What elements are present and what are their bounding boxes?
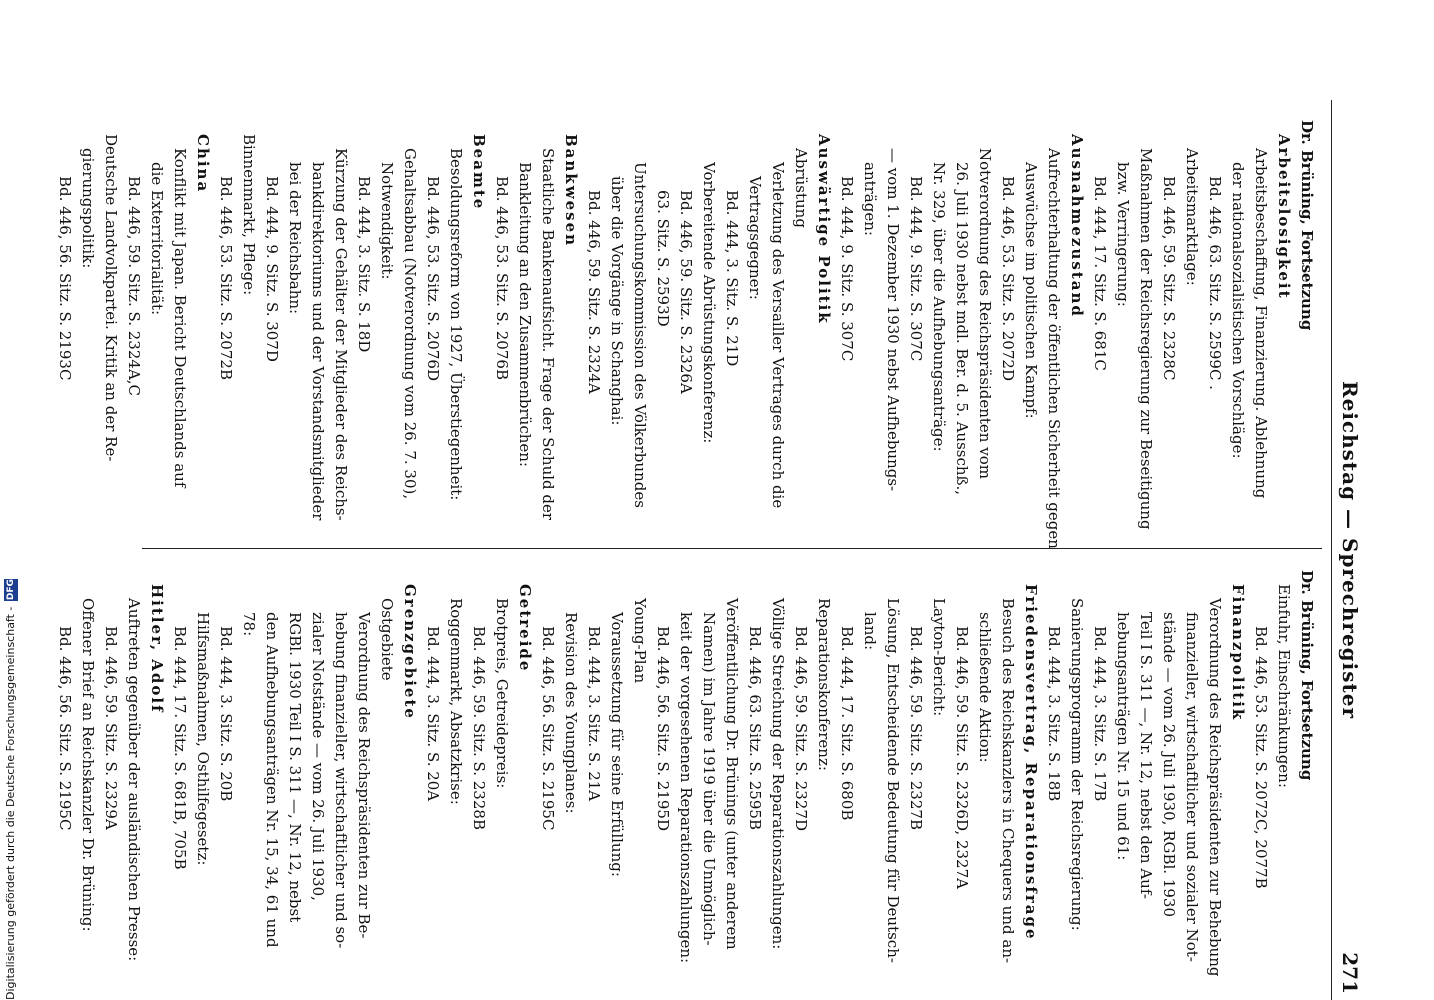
header-rule: [1331, 100, 1332, 1000]
index-entry: Bd. 444, 3. Sitz. S. 18D: [355, 176, 373, 353]
index-entry: Young-Plan: [631, 598, 649, 684]
index-entry: Hitler, Adolf: [148, 584, 166, 714]
index-entry: Bd. 446, 53. Sitz. S. 2072D: [999, 176, 1017, 381]
index-entry: — vom 1. Dezember 1930 nebst Aufhebungs-: [884, 148, 902, 492]
index-entry: Binnenmarkt, Pflege:: [240, 134, 258, 296]
index-entry: Bd. 446, 59. Sitz. S. 2326D, 2327A: [953, 626, 971, 889]
index-entry: Bd. 446, 59. Sitz. S. 2328B: [470, 626, 488, 830]
index-entry: Bd. 446, 59. Sitz. S. 2324A: [585, 190, 603, 394]
index-entry: Beamte: [470, 134, 488, 211]
index-entry: stände — vom 26. Juli 1930, RGBl. 1930: [1160, 612, 1178, 918]
index-entry: Auswärtige Politik: [815, 134, 833, 325]
index-entry: Vorbereitende Abrüstungskonferenz:: [700, 162, 718, 444]
index-entry: Arbeitsmarktlage:: [1183, 148, 1201, 286]
index-entry: Verordnung des Reichspräsidenten zur Be-: [355, 612, 373, 939]
index-entry: bankdirektoriums und der Vorstandsmitglieder: [309, 162, 327, 521]
index-entry: finanzieller, wirtschaftlicher und sozialer Not-: [1183, 612, 1201, 962]
index-entry: bei der Reichsbahn:: [286, 162, 304, 315]
index-entry: Bd. 444, 9. Sitz. S. 307C: [907, 176, 925, 362]
index-entry: Ausnahmezustand: [1068, 134, 1086, 318]
index-entry: Bd. 444, 17. Sitz. S. 681B, 705B: [171, 626, 189, 870]
index-entry: Bd. 446, 53. Sitz. S. 2076B: [493, 176, 511, 380]
index-entry: Bd. 444, 3. Sitz. S. 20A: [424, 626, 442, 802]
index-entry: Dr. Brüning, Fortsetzung: [1298, 570, 1316, 781]
index-entry: Bd. 446, 56. Sitz. S. 2193C: [56, 176, 74, 381]
rotated-page: [56, 100, 1370, 1000]
index-entry: Konflikt mit Japan. Bericht Deutschlands auf: [171, 148, 189, 488]
index-entry: der nationalsozialistischen Vorschläge:: [1229, 162, 1247, 459]
index-entry: Völlige Streichung der Reparationszahlungen:: [769, 598, 787, 950]
index-entry: Bd. 444, 17. Sitz. S. 680B: [838, 626, 856, 821]
index-entry: Bd. 446, 63. Sitz. S. 2595B: [746, 626, 764, 830]
index-entry: Notverordnung des Reichspräsidenten vom: [976, 148, 994, 479]
index-entry: 78:: [240, 612, 258, 637]
index-entry: Kürzung der Gehälter der Mitglieder des Reichs-: [332, 148, 350, 521]
index-entry: Offener Brief an Reichskanzler Dr. Brüning:: [79, 598, 97, 932]
page-title: Reichstag — Sprechregister: [1338, 380, 1362, 720]
index-entry: Voraussetzung für seine Erfüllung:: [608, 612, 626, 877]
index-entry: die Exterritorialität:: [148, 162, 166, 316]
index-entry: anträgen:: [861, 162, 879, 236]
index-entry: Brotpreis, Getreidepreis:: [493, 598, 511, 789]
index-entry: Bd. 446, 56. Sitz. S. 2195C: [56, 626, 74, 831]
index-entry: Teil I S. 311 —, Nr. 12, nebst den Auf-: [1137, 612, 1155, 899]
index-entry: Revision des Youngplanes:: [562, 612, 580, 814]
index-entry: Bd. 444, 3. Sitz. S. 20B: [217, 626, 235, 802]
index-entry: Ostgebiete: [378, 598, 396, 681]
index-entry: Finanzpolitik: [1229, 584, 1247, 722]
index-entry: Bd. 444, 3. Sitz. S. 21A: [585, 626, 603, 802]
index-entry: 63. Sitz. S. 2593D: [654, 190, 672, 327]
index-entry: Bd. 444, 9. Sitz. S. 307C: [838, 176, 856, 362]
index-entry: Namen) im Jahre 1919 über die Unmöglich-: [700, 612, 718, 946]
index-entry: Arbeitslosigkeit: [1275, 134, 1293, 300]
index-entry: keit der vorgesehenen Reparationszahlungen:: [677, 612, 695, 964]
index-entry: zialer Notstände — vom 26. Juli 1930,: [309, 612, 327, 901]
index-entry: Hilfsmaßnahmen, Osthilfegesetz:: [194, 612, 212, 866]
index-entry: Bd. 446, 53. Sitz. S. 2076D: [424, 176, 442, 381]
index-entry: Vertragsgegner:: [746, 176, 764, 300]
index-entry: Bd. 444, 17. Sitz. S. 681C: [1091, 176, 1109, 371]
right-column: [56, 570, 1318, 980]
index-entry: Bd. 444, 3. Sitz. S. 17B: [1091, 626, 1109, 802]
index-entry: Reparationskonferenz:: [815, 598, 833, 771]
footer-text: Digitalisierung gefördert durch die Deutsche Forschungsgemeinschaft -: [4, 606, 17, 1000]
index-entry: Bd. 446, 56. Sitz. S. 2195D: [654, 626, 672, 831]
index-entry: Bd. 446, 59. Sitz. S. 2329A: [102, 626, 120, 830]
page-header: [1330, 100, 1370, 1000]
index-entry: Lösung, Entscheidende Bedeutung für Deutsch-: [884, 598, 902, 963]
index-entry: Besoldungsreform von 1927, Überstiegenheit:: [447, 148, 465, 501]
index-entry: Veröffentlichung Dr. Brünings (unter anderem: [723, 598, 741, 950]
index-entry: Auswüchse im politischen Kampf:: [1022, 162, 1040, 419]
index-entry: gierungspolitik:: [79, 148, 97, 269]
index-entry: Getreide: [516, 584, 534, 673]
index-entry: Besuch des Reichskanzlers in Chequers und an-: [999, 598, 1017, 964]
index-entry: Grenzgebiete: [401, 584, 419, 720]
index-entry: Notwendigkeit:: [378, 162, 396, 280]
index-entry: Auftreten gegenüber der ausländischen Presse:: [125, 598, 143, 962]
index-entry: bzw. Verringerung:: [1114, 162, 1132, 307]
index-entry: Deutsche Landvolkpartei. Kritik an der Re-: [102, 134, 120, 462]
index-entry: Dr. Brüning, Fortsetzung: [1298, 120, 1316, 331]
index-entry: land:: [861, 612, 879, 651]
index-entry: Layton-Bericht:: [930, 598, 948, 717]
index-entry: Untersuchungskommission des Völkerbundes: [631, 162, 649, 508]
index-entry: Staatliche Bankenaufsicht. Frage der Schuld der: [539, 148, 557, 521]
index-entry: Verletzung des Versailler Vertrages durch die: [769, 162, 787, 509]
index-entry: Bd. 446, 59. Sitz. S. 2327B: [907, 626, 925, 830]
index-entry: Bd. 446, 53. Sitz. S. 2072B: [217, 176, 235, 380]
index-entry: Maßnahmen der Reichsregierung zur Beseitigung: [1137, 148, 1155, 530]
dfg-logo: DFG: [6, 579, 16, 601]
index-entry: Abrüstung: [792, 148, 810, 228]
digitization-footer: [2, 0, 20, 1000]
index-entry: Sanierungsprogramm der Reichsregierung:: [1068, 598, 1086, 931]
index-entry: Friedensvertrag, Reparationsfrage: [1022, 584, 1040, 941]
index-entry: Bd. 446, 59. Sitz. S. 2326A: [677, 190, 695, 394]
index-entry: schließende Aktion:: [976, 612, 994, 763]
index-entry: Bd. 446, 56. Sitz. S. 2195C: [539, 626, 557, 831]
index-entry: 26. Juli 1930 nebst mdl. Ber. d. 5. Ausschß.,: [953, 162, 971, 496]
index-entry: Aufrechterhaltung der öffentlichen Sicherheit gegen: [1045, 148, 1063, 549]
index-entry: Verordnung des Reichspräsidenten zur Behebung: [1206, 598, 1224, 977]
index-entry: China: [194, 134, 212, 194]
index-entry: hebung finanzieller, wirtschaftlicher und so-: [332, 612, 350, 949]
index-entry: hebungsanträgen Nr. 15 und 61:: [1114, 612, 1132, 861]
index-entry: den Aufhebungsanträgen Nr. 15, 34, 61 und: [263, 612, 281, 948]
index-entry: Bankleitung an den Zusammenbrüchen:: [516, 162, 534, 467]
index-entry: Bankwesen: [562, 134, 580, 248]
index-entry: Bd. 446, 59. Sitz. S. 2328C: [1160, 176, 1178, 381]
index-entry: Bd. 444, 3. Sitz. S. 18B: [1045, 626, 1063, 802]
index-entry: Gehaltsabbau (Notverordnung vom 26. 7. 30),: [401, 148, 419, 500]
page-number: 271: [1338, 952, 1362, 994]
index-entry: Roggenmarkt, Absatzkrise:: [447, 598, 465, 805]
index-entry: Nr. 329, über die Aufhebungsanträge:: [930, 162, 948, 452]
left-column: [56, 120, 1318, 549]
index-entry: Bd. 444, 3. Sitz. S. 21D: [723, 190, 741, 367]
index-entry: Bd. 446, 59. Sitz. S. 2324A,C: [125, 176, 143, 397]
index-entry: Bd. 446, 63. Sitz. S. 2599C .: [1206, 176, 1224, 390]
index-entry: RGBl. 1930 Teil I S. 311 —, Nr. 12, nebst: [286, 612, 304, 923]
index-entry: Arbeitsbeschaffung, Finanzierung. Ablehnung: [1252, 148, 1270, 499]
index-entry: über die Vorgänge in Schanghai:: [608, 176, 626, 426]
index-entry: Bd. 444, 9. Sitz. S. 307D: [263, 176, 281, 362]
index-entry: Bd. 446, 53. Sitz. S. 2072C, 2077B: [1252, 626, 1270, 889]
index-entry: Einfuhr, Einschränkungen:: [1275, 584, 1293, 788]
column-divider: [142, 548, 1322, 549]
index-entry: Bd. 446, 59. Sitz. S. 2327D: [792, 626, 810, 831]
